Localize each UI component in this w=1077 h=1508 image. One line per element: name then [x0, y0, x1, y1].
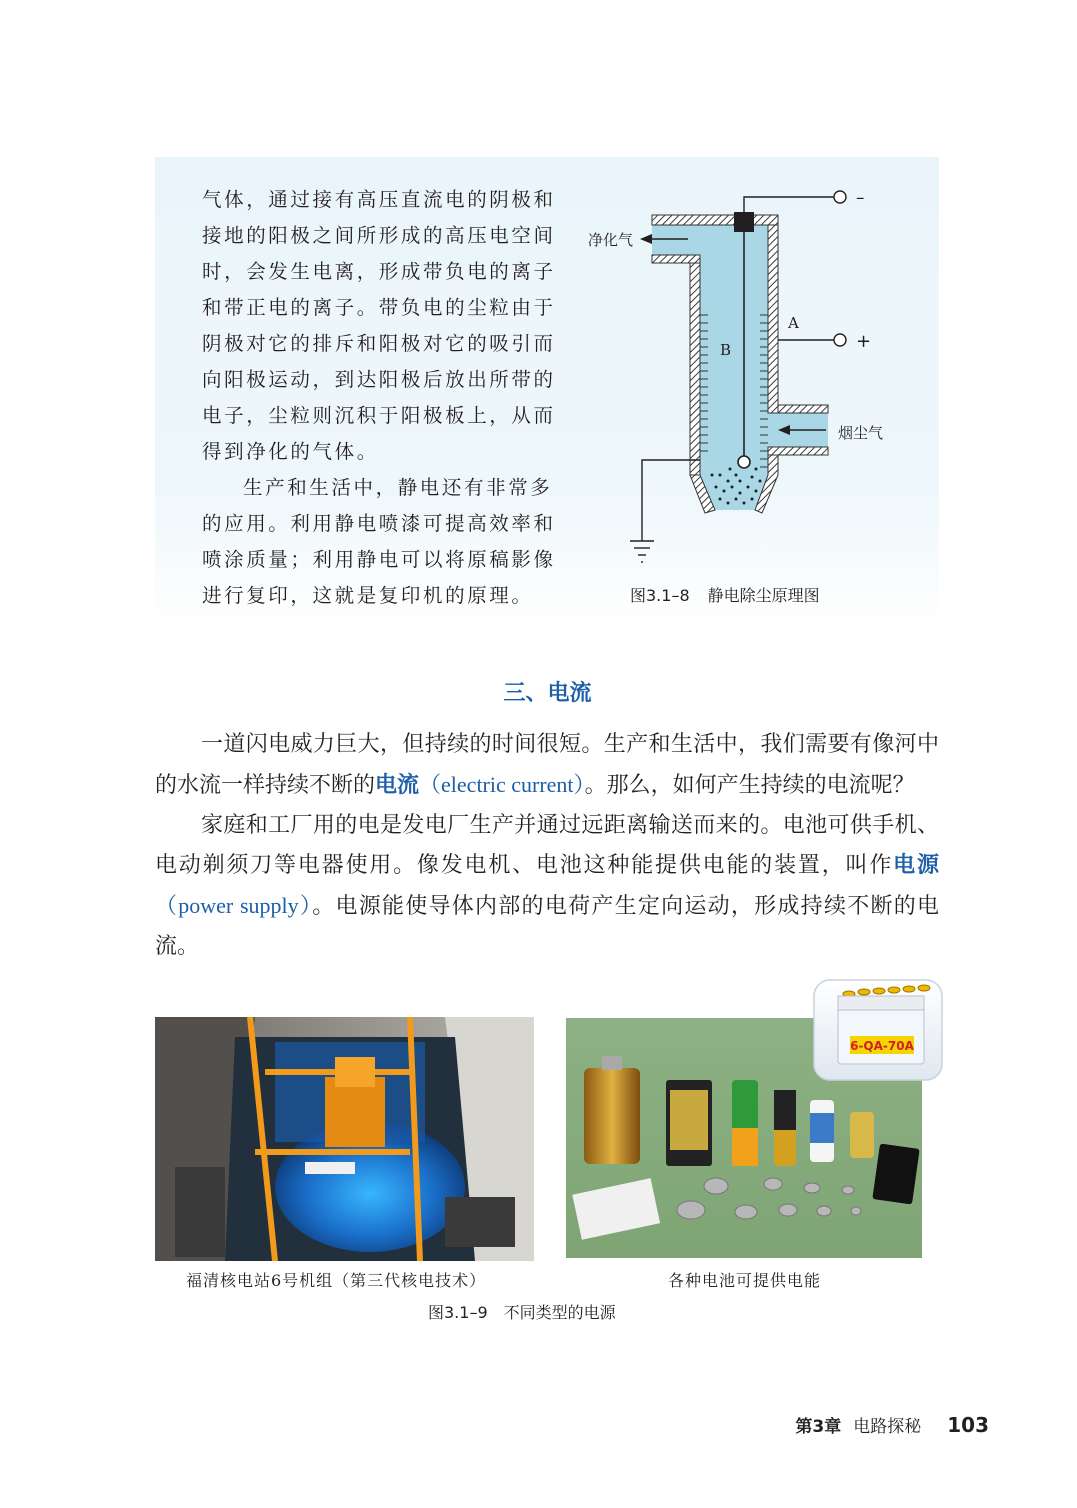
- main-paragraph-2: [155, 806, 939, 967]
- cathode-label: B: [720, 341, 732, 359]
- top-wall-right: [750, 215, 778, 225]
- box-paragraph-2: 生产和生活中，静电还有非常多的应用。利用静电喷漆可提高效率和喷涂质量；利用静电可以将原稿影像进行复印，这就是复印机的原理。: [202, 476, 556, 607]
- figure-number: 图3.1–8: [630, 586, 690, 605]
- box-paragraph-1: 气体，通过接有高压直流电的阴极和接地的阳极之间所形成的高压电空间时，会发生电离，形成带负电的离子和带正电的离子。带负电的尘粒由于阴极对它的排斥和阳极对它的吸引而向阳极运动，到达阳极后放出所带的电子，尘粒则沉积于阳极板上，从而得到净化的气体。: [202, 188, 556, 463]
- main-paragraph-1: [155, 725, 939, 806]
- chapter-number: 第3章: [795, 1417, 842, 1437]
- figure-title: 不同类型的电源: [503, 1303, 616, 1322]
- outlet-bottom-wall: [652, 255, 700, 263]
- inlet-bottom-wall: [768, 447, 828, 455]
- smoke-gas-label: 烟尘气: [838, 424, 884, 442]
- term-power-supply: 电源: [893, 853, 939, 878]
- insulator-block: [734, 212, 754, 232]
- car-battery-inset: [812, 978, 946, 1084]
- p2-text-end: 。电源能使导体内部的电荷产生定向运动，形成持续不断的电流。: [155, 894, 939, 959]
- plus-label: +: [856, 331, 872, 352]
- box-text: [202, 182, 562, 614]
- p1-text-end: 。那么，如何产生持续的电流呢？: [584, 773, 915, 798]
- figure-number: 图3.1–9: [428, 1303, 488, 1322]
- anode-label: A: [788, 314, 799, 332]
- left-wall: [690, 263, 700, 475]
- section-heading: 三、电流: [503, 681, 592, 706]
- chapter-title: 电路探秘: [853, 1417, 922, 1437]
- battery-model-label: 6-QA-70A: [850, 1039, 914, 1053]
- negative-terminal: [834, 191, 846, 203]
- main-text: [155, 725, 939, 967]
- term-electric-current-english: （electric current）: [419, 772, 585, 797]
- top-wall: [652, 215, 740, 225]
- clean-gas-label: 净化气: [588, 231, 634, 249]
- figure-3-1-8-caption: [630, 583, 820, 606]
- figure-3-1-9-caption: [428, 1300, 616, 1323]
- positive-terminal: [834, 334, 846, 346]
- right-wall: [768, 225, 778, 413]
- p2-text: 家庭和工厂用的电是发电厂生产并通过远距离输送而来的。电池可供手机、电动剃须刀等电器使用。像发电机、电池这种能提供电能的装置，叫作: [155, 813, 939, 878]
- negative-wire: [744, 197, 834, 212]
- nuclear-plant-caption: 福清核电站6号机组（第三代核电技术）: [186, 1271, 487, 1290]
- term-electric-current: 电流: [375, 773, 420, 798]
- inlet-top-wall: [778, 405, 828, 413]
- figure-title: 静电除尘原理图: [707, 586, 820, 605]
- term-power-supply-english: （power supply）: [155, 893, 313, 918]
- page-number: 103: [947, 1413, 989, 1437]
- ground-icon: [630, 541, 654, 562]
- batteries-caption: 各种电池可提供电能: [668, 1271, 822, 1290]
- electrostatic-precipitator-diagram: [570, 175, 910, 575]
- p1-text: 一道闪电威力巨大，但持续的时间很短。生产和生活中，我们需要有像河中的水流一样持续不断的: [155, 732, 939, 798]
- nuclear-plant-photo: [155, 1017, 534, 1261]
- page-footer: [795, 1412, 989, 1437]
- minus-label: –: [856, 188, 865, 208]
- cathode-weight: [738, 456, 750, 468]
